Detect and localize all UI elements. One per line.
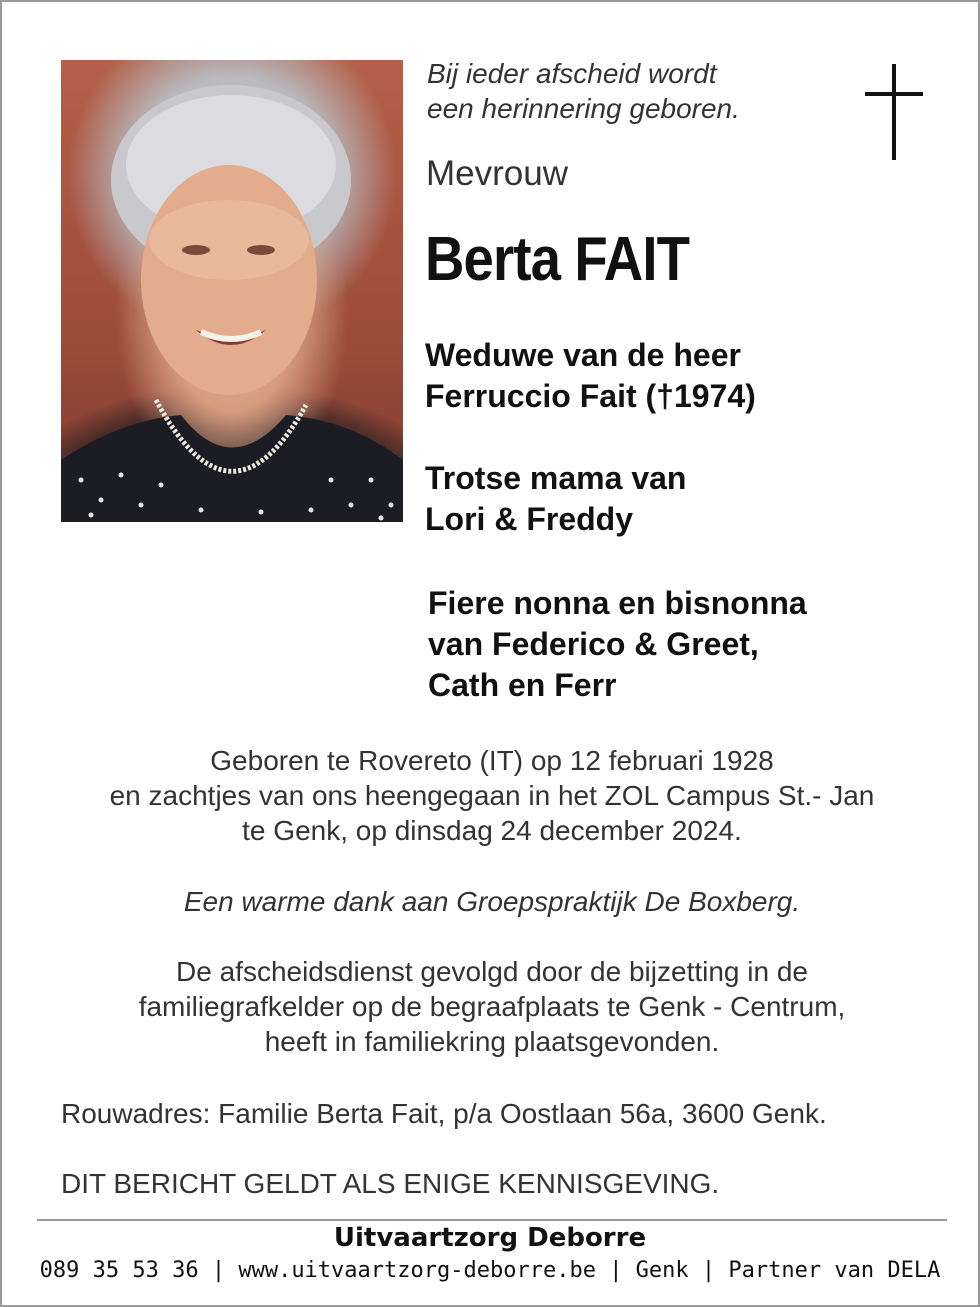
mother-of	[425, 458, 686, 540]
mother-line-1: Trotse mama van	[425, 460, 687, 496]
widow-line-2: Ferruccio Fait (†1974)	[425, 378, 756, 414]
mother-line-2: Lori & Freddy	[425, 501, 634, 537]
ceremony-paragraph	[38, 954, 946, 1059]
quote-line-2: een herinnering geboren.	[427, 93, 740, 124]
ceremony-line-2: familiegrafkelder op de begraafplaats te Genk - Centrum,	[138, 991, 846, 1022]
quote-line-1: Bij ieder afscheid wordt	[427, 58, 717, 89]
grandmother-line-2: van Federico & Greet,	[428, 626, 759, 662]
footer-divider	[37, 1219, 947, 1221]
grandmother-of	[428, 583, 807, 706]
latin-cross-icon	[865, 64, 923, 160]
death-line-1: en zachtjes van ons heengegaan in het ZOL Campus St.- Jan	[109, 780, 875, 811]
deceased-name: Berta FAIT	[425, 225, 690, 294]
birth-line: Geboren te Rovereto (IT) op 12 februari 1928	[210, 745, 774, 776]
funeral-home-name: Uitvaartzorg Deborre	[333, 1223, 647, 1253]
grandmother-line-3: Cath en Ferr	[428, 667, 617, 703]
birth-death-paragraph	[38, 743, 946, 848]
widow-of	[425, 335, 756, 417]
thanks-line: Een warme dank aan Groepspraktijk De Boxberg.	[183, 886, 801, 917]
honorific: Mevrouw	[426, 154, 568, 193]
ceremony-line-3: heeft in familiekring plaatsgevonden.	[264, 1026, 720, 1057]
notice-line: DIT BERICHT GELDT ALS ENIGE KENNISGEVING.	[61, 1168, 720, 1199]
funeral-home-contact: 089 35 53 36 | www.uitvaartzorg-deborre.be | Genk | Partner van DELA	[39, 1258, 941, 1283]
portrait-photo	[61, 60, 403, 522]
quote	[427, 56, 740, 126]
portrait-illustration	[61, 60, 403, 522]
mourning-address: Rouwadres: Familie Berta Fait, p/a Oostlaan 56a, 3600 Genk.	[61, 1098, 827, 1129]
widow-line-1: Weduwe van de heer	[425, 337, 741, 373]
ceremony-line-1: De afscheidsdienst gevolgd door de bijzetting in de	[176, 956, 808, 987]
death-line-2: te Genk, op dinsdag 24 december 2024.	[242, 815, 742, 846]
grandmother-line-1: Fiere nonna en bisnonna	[428, 585, 807, 621]
